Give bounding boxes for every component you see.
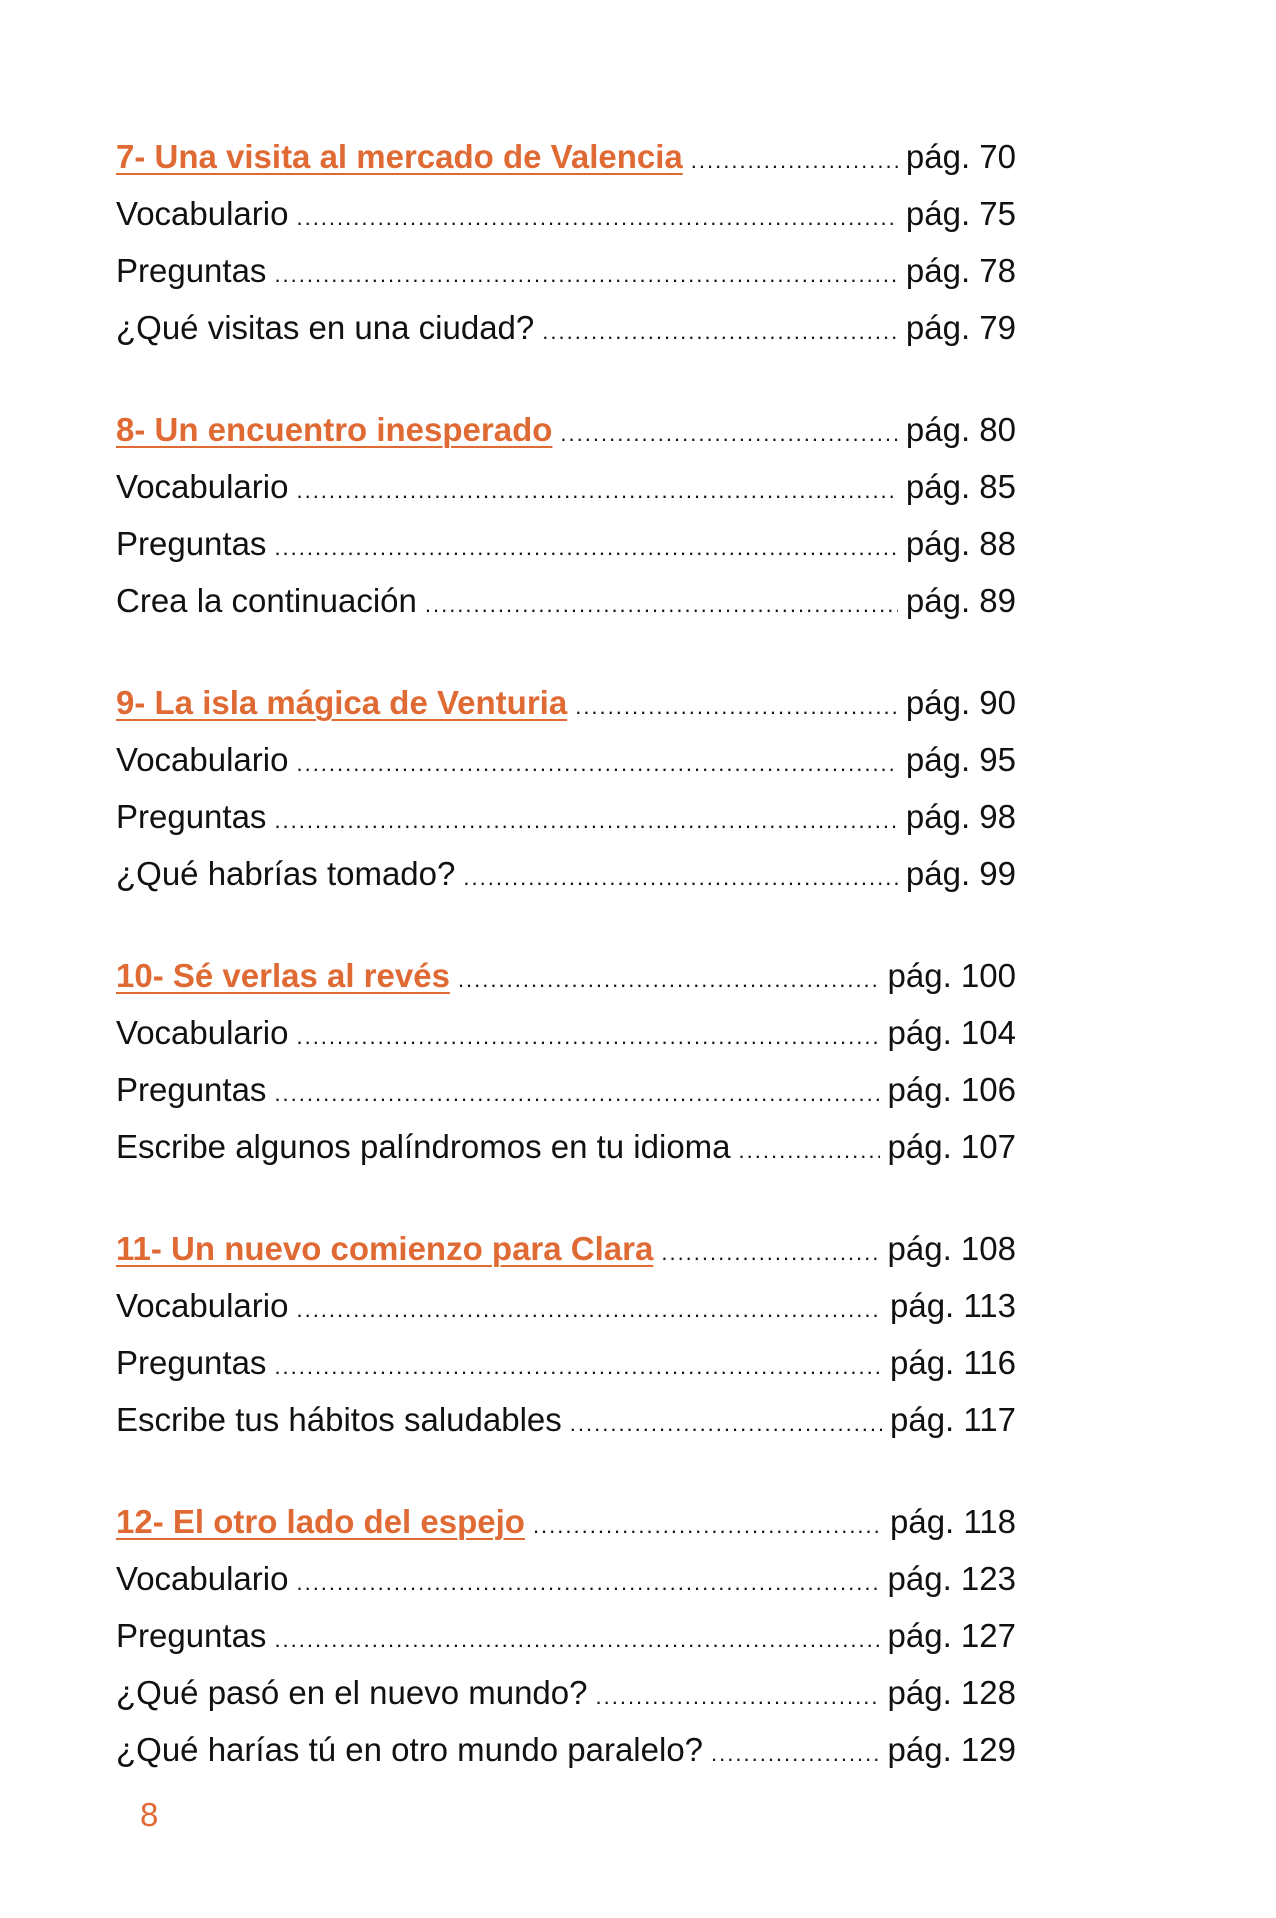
entry-label: Vocabulario	[116, 1560, 289, 1597]
dot-leader	[691, 132, 898, 189]
entry-label: Preguntas	[116, 1071, 267, 1108]
toc-entry	[116, 458, 1016, 515]
toc-entry	[116, 1118, 1016, 1175]
dot-leader	[560, 405, 897, 462]
entry-label: Preguntas	[116, 1344, 267, 1381]
entry-label: Vocabulario	[116, 1014, 289, 1051]
dot-leader	[711, 1725, 880, 1782]
entry-label: Crea la continuación	[116, 582, 417, 619]
toc-entry	[116, 1391, 1016, 1448]
page-ref: pág. 70	[905, 138, 1016, 175]
dot-leader	[570, 1395, 882, 1452]
toc-entry	[116, 1664, 1016, 1721]
dot-leader	[596, 1668, 880, 1725]
dot-leader	[542, 303, 898, 360]
toc-section	[116, 674, 1016, 902]
dot-leader	[458, 951, 880, 1008]
chapter-title[interactable]: 7- Una visita al mercado de Valencia	[116, 138, 683, 175]
entry-label: ¿Qué visitas en una ciudad?	[116, 309, 535, 346]
dot-leader	[296, 1554, 879, 1611]
page-ref: pág. 117	[889, 1401, 1016, 1438]
table-of-contents	[116, 128, 1016, 1823]
toc-section	[116, 1493, 1016, 1778]
toc-section	[116, 1220, 1016, 1448]
page-ref: pág. 90	[905, 684, 1016, 721]
chapter-title[interactable]: 9- La isla mágica de Venturia	[116, 684, 568, 721]
page-ref: pág. 100	[887, 957, 1016, 994]
chapter-title[interactable]: 10- Sé verlas al revés	[116, 957, 450, 994]
toc-entry	[116, 299, 1016, 356]
dot-leader	[274, 246, 897, 303]
page-ref: pág. 99	[905, 855, 1016, 892]
entry-label: Preguntas	[116, 252, 267, 289]
page-ref: pág. 113	[889, 1287, 1016, 1324]
page-ref: pág. 106	[887, 1071, 1016, 1108]
entry-label: Preguntas	[116, 798, 267, 835]
page-ref: pág. 123	[887, 1560, 1016, 1597]
chapter-heading-link[interactable]	[116, 674, 1016, 731]
entry-label: Preguntas	[116, 1617, 267, 1654]
page-ref: pág. 116	[889, 1344, 1016, 1381]
toc-entry	[116, 1061, 1016, 1118]
page-ref: pág. 128	[887, 1674, 1016, 1711]
chapter-heading-link[interactable]	[116, 1493, 1016, 1550]
page-ref: pág. 95	[905, 741, 1016, 778]
toc-entry	[116, 1550, 1016, 1607]
chapter-title[interactable]: 8- Un encuentro inesperado	[116, 411, 553, 448]
dot-leader	[296, 189, 897, 246]
dot-leader	[425, 576, 898, 633]
dot-leader	[296, 1281, 882, 1338]
toc-entry	[116, 572, 1016, 629]
page-number: 8	[140, 1796, 159, 1833]
chapter-heading-link[interactable]	[116, 128, 1016, 185]
toc-entry	[116, 1607, 1016, 1664]
dot-leader	[739, 1122, 880, 1179]
dot-leader	[575, 678, 898, 735]
dot-leader	[274, 1611, 879, 1668]
page-ref: pág. 127	[887, 1617, 1016, 1654]
chapter-title[interactable]: 12- El otro lado del espejo	[116, 1503, 525, 1540]
dot-leader	[296, 1008, 879, 1065]
page-ref: pág. 80	[905, 411, 1016, 448]
entry-label: ¿Qué harías tú en otro mundo paralelo?	[116, 1731, 704, 1768]
dot-leader	[274, 1338, 882, 1395]
page-ref: pág. 107	[887, 1128, 1016, 1165]
page-ref: pág. 85	[905, 468, 1016, 505]
entry-label: Vocabulario	[116, 741, 289, 778]
toc-section	[116, 947, 1016, 1175]
page-ref: pág. 78	[905, 252, 1016, 289]
toc-entry	[116, 731, 1016, 788]
chapter-heading-link[interactable]	[116, 401, 1016, 458]
dot-leader	[533, 1497, 882, 1554]
page-ref: pág. 118	[889, 1503, 1016, 1540]
dot-leader	[296, 462, 897, 519]
page-ref: pág. 79	[905, 309, 1016, 346]
entry-label: Preguntas	[116, 525, 267, 562]
toc-entry	[116, 242, 1016, 299]
entry-label: ¿Qué habrías tomado?	[116, 855, 456, 892]
page-ref: pág. 89	[905, 582, 1016, 619]
entry-label: ¿Qué pasó en el nuevo mundo?	[116, 1674, 588, 1711]
toc-section	[116, 401, 1016, 629]
entry-label: Escribe algunos palíndromos en tu idioma	[116, 1128, 731, 1165]
page-ref: pág. 108	[887, 1230, 1016, 1267]
toc-section	[116, 128, 1016, 356]
chapter-heading-link[interactable]	[116, 1220, 1016, 1277]
toc-entry	[116, 185, 1016, 242]
page-ref: pág. 75	[905, 195, 1016, 232]
entry-label: Vocabulario	[116, 1287, 289, 1324]
toc-entry	[116, 1004, 1016, 1061]
dot-leader	[274, 1065, 879, 1122]
dot-leader	[463, 849, 898, 906]
entry-label: Vocabulario	[116, 468, 289, 505]
page-ref: pág. 88	[905, 525, 1016, 562]
page-ref: pág. 129	[887, 1731, 1016, 1768]
toc-entry	[116, 1334, 1016, 1391]
chapter-title[interactable]: 11- Un nuevo comienzo para Clara	[116, 1230, 654, 1267]
dot-leader	[274, 792, 897, 849]
entry-label: Vocabulario	[116, 195, 289, 232]
toc-entry	[116, 845, 1016, 902]
page-ref: pág. 104	[887, 1014, 1016, 1051]
page-ref: pág. 98	[905, 798, 1016, 835]
toc-entry	[116, 1721, 1016, 1778]
toc-entry	[116, 515, 1016, 572]
chapter-heading-link[interactable]	[116, 947, 1016, 1004]
dot-leader	[296, 735, 897, 792]
toc-entry	[116, 1277, 1016, 1334]
dot-leader	[661, 1224, 879, 1281]
dot-leader	[274, 519, 897, 576]
toc-entry	[116, 788, 1016, 845]
entry-label: Escribe tus hábitos saludables	[116, 1401, 562, 1438]
